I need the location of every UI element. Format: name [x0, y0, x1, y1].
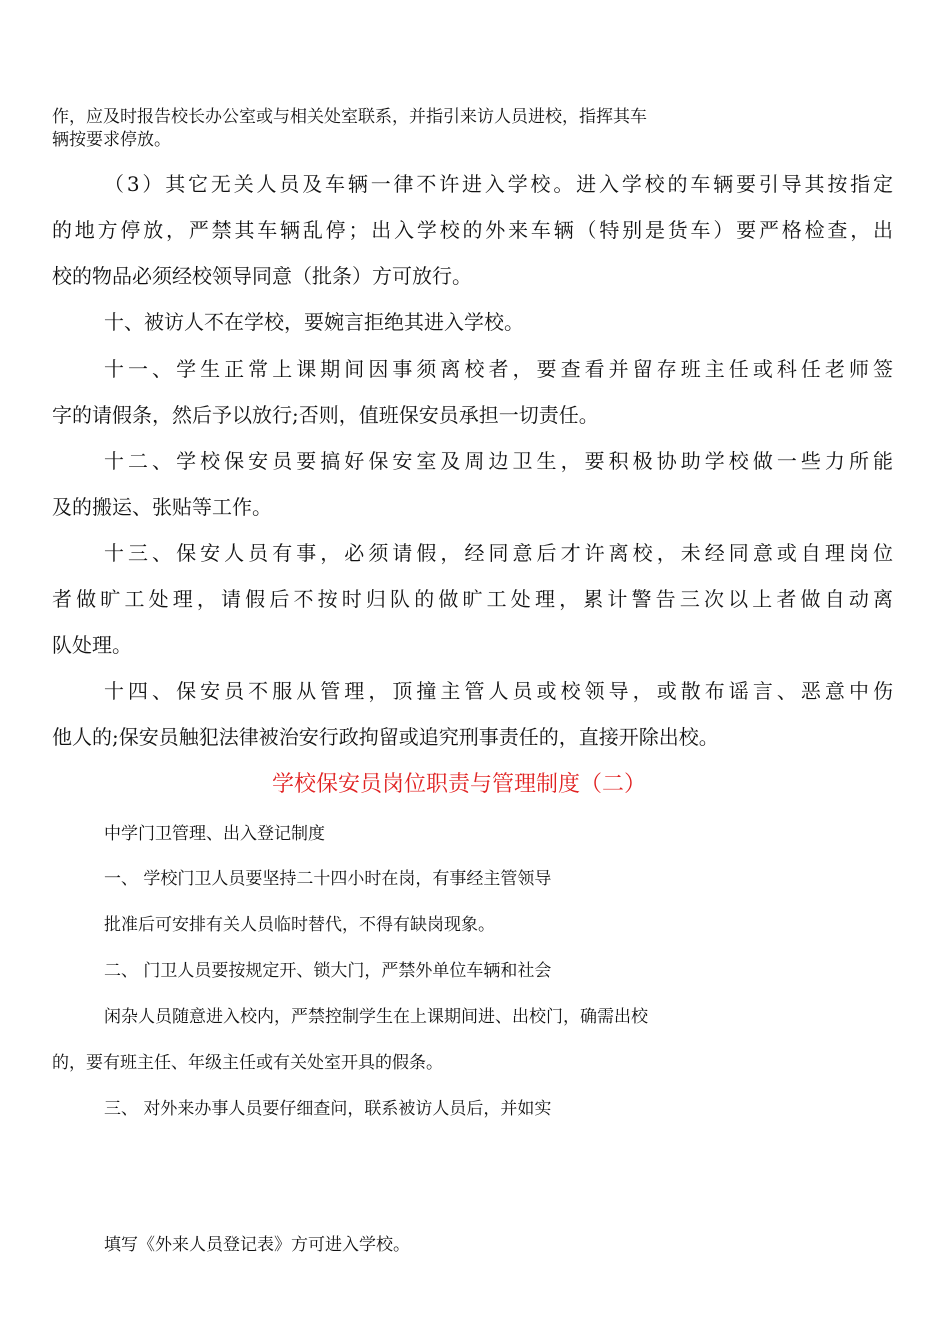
- paragraph-line: 校的物品必须经校领导同意（批条）方可放行。: [52, 264, 472, 288]
- paragraph-line: 闲杂人员随意进入校内，严禁控制学生在上课期间进、出校门，确需出校: [104, 1007, 648, 1027]
- section-title: 学校保安员岗位职责与管理制度（二）: [272, 772, 647, 797]
- paragraph-line: 十四、保安员不服从管理，顶撞主管人员或校领导，或散布谣言、恶意中伤: [104, 679, 893, 703]
- paragraph-line: 者做旷工处理，请假后不按时归队的做旷工处理，累计警告三次以上者做自动离: [52, 587, 893, 611]
- paragraph-line: 十、被访人不在学校，要婉言拒绝其进入学校。: [104, 310, 524, 334]
- paragraph-line: 十一、学生正常上课期间因事须离校者，要查看并留存班主任或科任老师签: [104, 357, 893, 381]
- paragraph-line: （3）其它无关人员及车辆一律不许进入学校。进入学校的车辆要引导其按指定: [104, 172, 893, 196]
- paragraph-line: 辆按要求停放。: [52, 130, 171, 150]
- paragraph-line: 二、 门卫人员要按规定开、锁大门，严禁外单位车辆和社会: [104, 961, 552, 981]
- paragraph-line: 一、 学校门卫人员要坚持二十四小时在岗，有事经主管领导: [104, 869, 552, 889]
- paragraph-line: 批准后可安排有关人员临时替代，不得有缺岗现象。: [104, 915, 495, 935]
- paragraph-line: 十二、学校保安员要搞好保安室及周边卫生，要积极协助学校做一些力所能: [104, 449, 893, 473]
- paragraph-line: 填写《外来人员登记表》方可进入学校。: [104, 1235, 410, 1255]
- paragraph-line: 队处理。: [52, 633, 132, 657]
- paragraph-line: 字的请假条，然后予以放行;否则，值班保安员承担一切责任。: [52, 403, 599, 427]
- paragraph-line: 作，应及时报告校长办公室或与相关处室联系，并指引来访人员进校，指挥其车: [52, 107, 647, 127]
- paragraph-line: 十三、保安人员有事，必须请假，经同意后才许离校，未经同意或自理岗位: [104, 541, 893, 565]
- paragraph-line: 的地方停放，严禁其车辆乱停；出入学校的外来车辆（特别是货车）要严格检查，出: [52, 218, 893, 242]
- paragraph-line: 及的搬运、张贴等工作。: [52, 495, 272, 519]
- paragraph-line: 的，要有班主任、年级主任或有关处室开具的假条。: [52, 1053, 443, 1073]
- paragraph-line: 他人的;保安员触犯法律被治安行政拘留或追究刑事责任的，直接开除出校。: [52, 725, 719, 749]
- paragraph-line: 三、 对外来办事人员要仔细查问，联系被访人员后，并如实: [104, 1099, 552, 1119]
- section-subtitle: 中学门卫管理、出入登记制度: [104, 824, 325, 844]
